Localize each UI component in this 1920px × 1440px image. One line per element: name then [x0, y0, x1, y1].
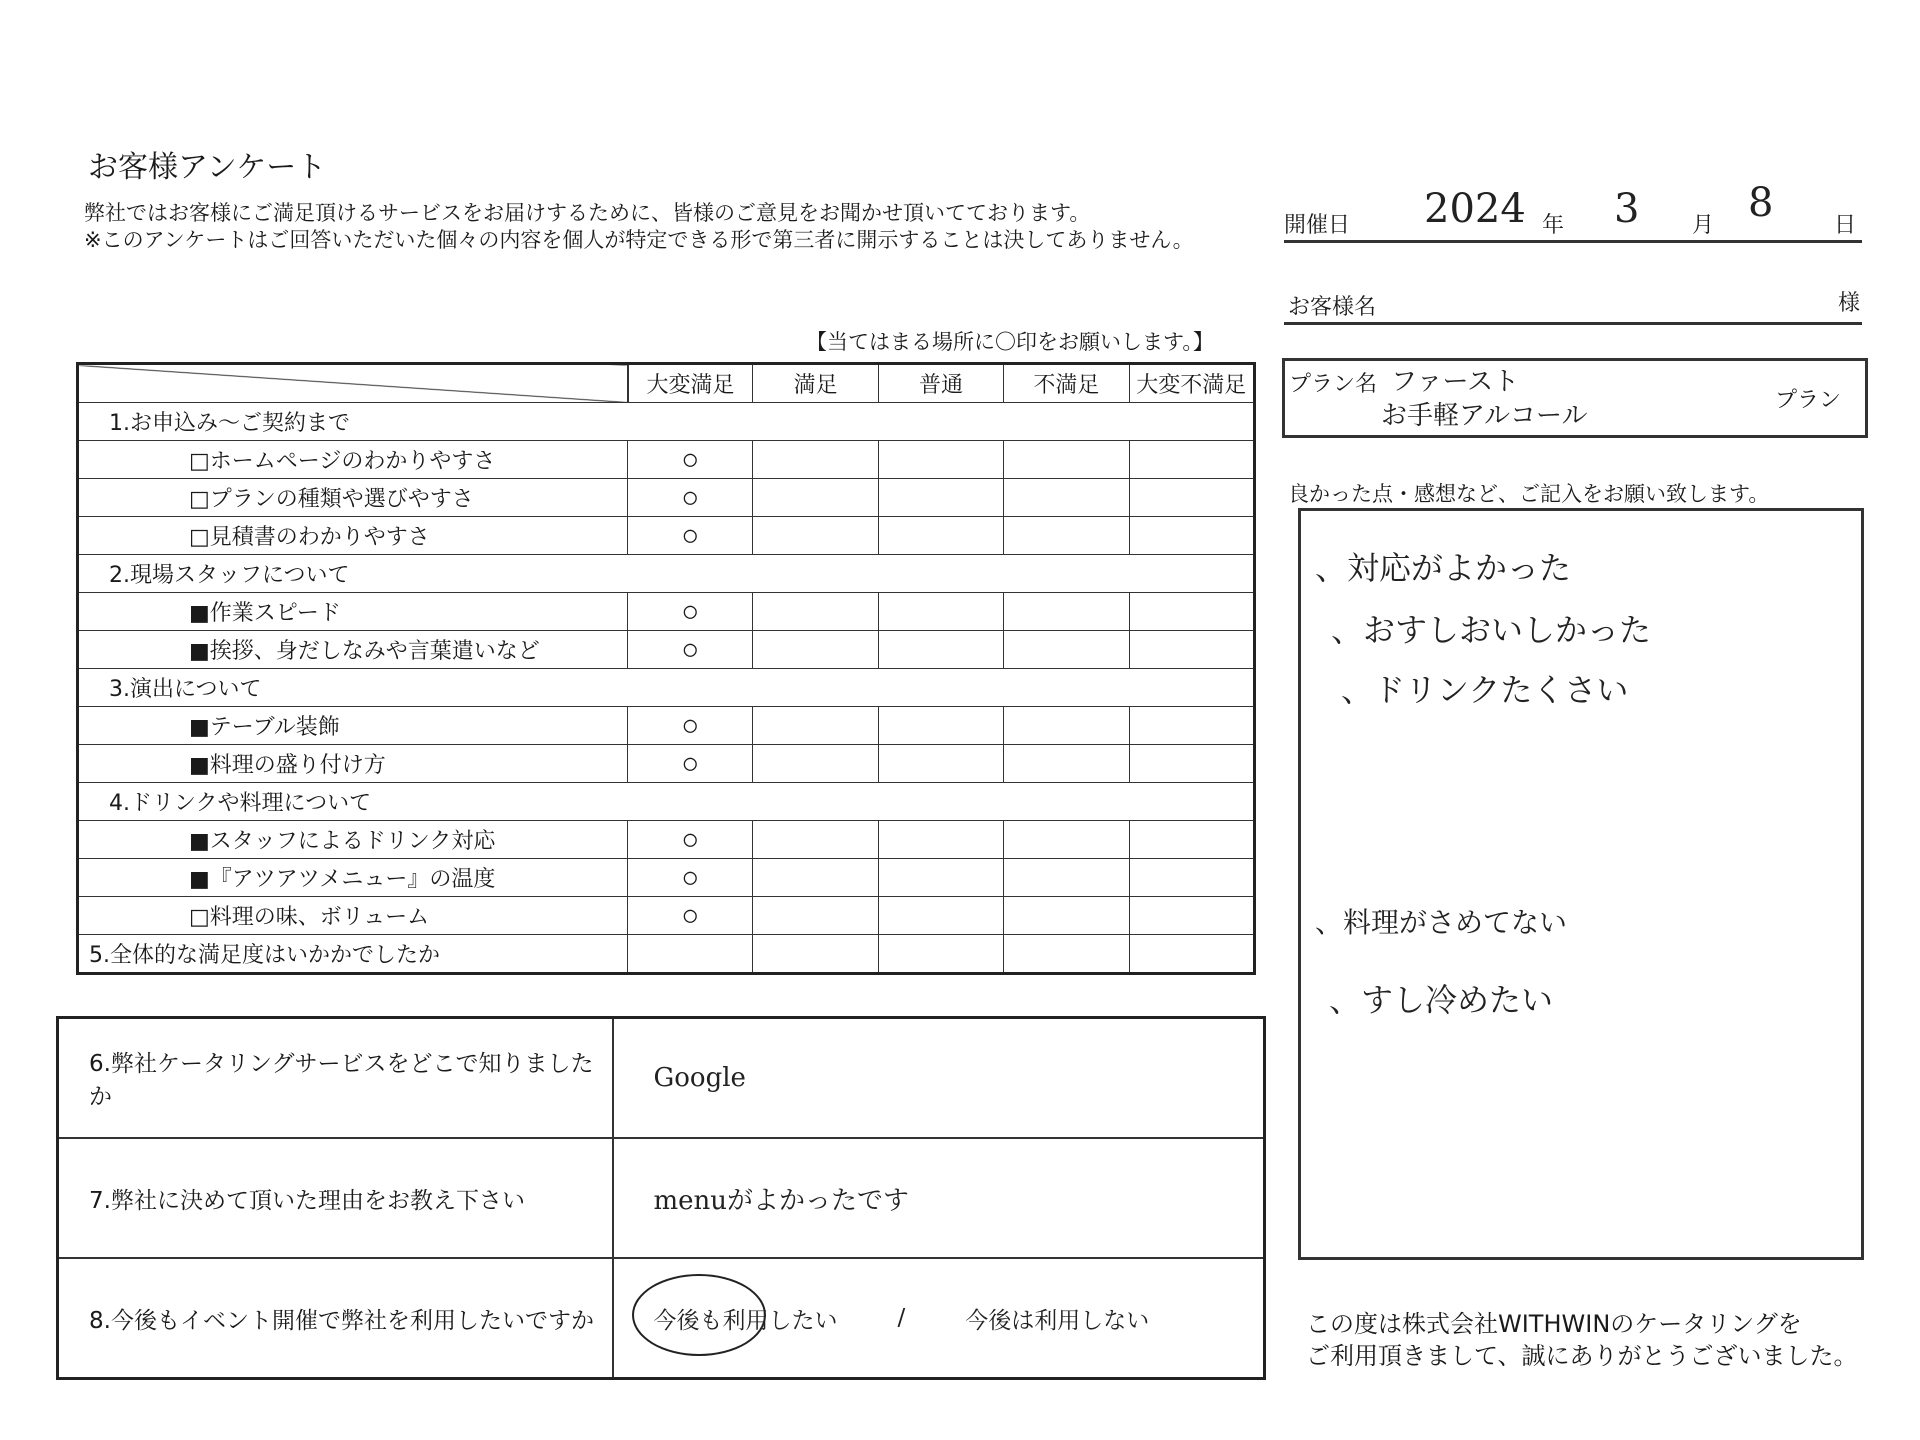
question-6-answer[interactable]: Google — [613, 1018, 1265, 1139]
header-neutral: 普通 — [878, 364, 1003, 403]
row-label: 5.全体的な満足度はいかかでしたか — [78, 935, 628, 974]
rating-table — [76, 362, 1256, 975]
rating-cell[interactable] — [1004, 821, 1129, 859]
rating-row — [78, 821, 1255, 859]
intro-line-1: 弊社ではお客様にご満足頂けるサービスをお届けするために、皆様のご意見をお聞かせ頂いてております。 — [84, 201, 1091, 225]
row-label: □ホームページのわかりやすさ — [78, 441, 628, 479]
comment-item: 、おすしおいしかった — [1331, 611, 1652, 649]
option-no-use[interactable]: 今後は利用しない — [965, 1307, 1150, 1334]
row-label: □プランの種類や選びやすさ — [78, 479, 628, 517]
rating-cell[interactable] — [753, 745, 878, 783]
rating-cell[interactable] — [1004, 707, 1129, 745]
customer-name-label: お客様名 — [1288, 295, 1377, 320]
rating-cell[interactable] — [878, 479, 1003, 517]
rating-cell[interactable] — [753, 897, 878, 935]
rating-header-row — [78, 364, 1255, 403]
rating-row — [78, 745, 1255, 783]
section-row — [78, 555, 1255, 593]
row-label: ■料理の盛り付け方 — [78, 745, 628, 783]
header-very-dissatisfied: 大変不満足 — [1129, 364, 1254, 403]
date-label: 開催日 — [1284, 213, 1351, 238]
rating-cell[interactable] — [1004, 441, 1129, 479]
section-label: 3.演出について — [78, 669, 1255, 707]
section-row — [78, 669, 1255, 707]
instruction-text: 【当てはまる場所に〇印をお願いします。】 — [806, 330, 1214, 354]
rating-cell[interactable]: ○ — [628, 593, 753, 631]
customer-name-field[interactable] — [1284, 284, 1862, 325]
question-row-7 — [58, 1138, 1265, 1258]
rating-cell[interactable] — [628, 935, 753, 974]
rating-row — [78, 897, 1255, 935]
rating-cell[interactable]: ○ — [628, 441, 753, 479]
date-day: 8 — [1748, 180, 1774, 226]
question-row-8 — [58, 1258, 1265, 1379]
comments-label: 良かった点・感想など、ご記入をお願い致します。 — [1288, 482, 1770, 506]
comment-item: 、ドリンクたくさい — [1341, 671, 1629, 709]
option-separator: / — [897, 1305, 906, 1331]
question-7-answer[interactable]: menuがよかったです — [613, 1138, 1265, 1258]
date-year: 2024 — [1424, 186, 1526, 232]
rating-cell[interactable] — [1129, 859, 1254, 897]
rating-cell[interactable]: ○ — [628, 517, 753, 555]
rating-cell[interactable] — [1004, 517, 1129, 555]
row-label: ■作業スピード — [78, 593, 628, 631]
rating-cell[interactable]: ○ — [628, 745, 753, 783]
thanks-line-2: ご利用頂きまして、誠にありがとうございました。 — [1306, 1342, 1858, 1370]
rating-cell[interactable] — [753, 479, 878, 517]
question-8-choices — [654, 1302, 1264, 1335]
rating-cell[interactable] — [878, 593, 1003, 631]
question-8-label: 8.今後もイベント開催で弊社を利用したいですか — [58, 1258, 613, 1379]
intro-text — [84, 200, 1244, 254]
thanks-message — [1306, 1308, 1906, 1372]
rating-row — [78, 441, 1255, 479]
customer-name-suffix: 様 — [1837, 291, 1860, 316]
rating-cell[interactable] — [753, 441, 878, 479]
page-title: お客様アンケート — [88, 150, 327, 185]
rating-cell[interactable]: ○ — [628, 631, 753, 669]
rating-cell[interactable] — [878, 859, 1003, 897]
rating-cell[interactable]: ○ — [628, 859, 753, 897]
thanks-line-1: この度は株式会社WITHWINのケータリングを — [1306, 1310, 1802, 1338]
rating-row — [78, 517, 1255, 555]
rating-cell[interactable] — [1004, 897, 1129, 935]
rating-cell[interactable]: ○ — [628, 707, 753, 745]
rating-cell[interactable] — [878, 631, 1003, 669]
rating-cell[interactable] — [1129, 821, 1254, 859]
rating-cell[interactable] — [878, 821, 1003, 859]
rating-cell[interactable] — [753, 707, 878, 745]
row-label: ■『アツアツメニュー』の温度 — [78, 859, 628, 897]
plan-name-field[interactable] — [1282, 358, 1868, 438]
date-month-unit: 月 — [1692, 213, 1715, 238]
rating-cell[interactable] — [1129, 707, 1254, 745]
comment-item: 、すし冷めたい — [1329, 981, 1554, 1019]
rating-cell[interactable] — [1129, 935, 1254, 974]
section-row — [78, 403, 1255, 441]
rating-cell[interactable] — [1129, 745, 1254, 783]
rating-cell[interactable] — [1129, 517, 1254, 555]
question-6-label: 6.弊社ケータリングサービスをどこで知りましたか — [58, 1018, 613, 1139]
row-label: ■スタッフによるドリンク対応 — [78, 821, 628, 859]
plan-label: プラン名 — [1289, 372, 1378, 397]
plan-value-line-1: ファースト — [1391, 367, 1520, 397]
rating-cell[interactable] — [753, 821, 878, 859]
plan-value-line-2: お手軽アルコール — [1381, 401, 1588, 431]
comment-item: 、対応がよかった — [1315, 549, 1572, 587]
date-field[interactable] — [1284, 180, 1862, 243]
section-label: 2.現場スタッフについて — [78, 555, 1255, 593]
rating-cell[interactable] — [1129, 593, 1254, 631]
rating-cell[interactable]: ○ — [628, 897, 753, 935]
row-label: ■テーブル装飾 — [78, 707, 628, 745]
rating-cell[interactable] — [1004, 859, 1129, 897]
question-table — [56, 1016, 1266, 1380]
rating-cell[interactable] — [1004, 593, 1129, 631]
rating-cell[interactable] — [753, 935, 878, 974]
plan-suffix: プラン — [1775, 388, 1842, 413]
rating-cell[interactable] — [878, 517, 1003, 555]
rating-cell[interactable] — [753, 859, 878, 897]
rating-cell[interactable] — [1004, 479, 1129, 517]
rating-cell[interactable]: ○ — [628, 821, 753, 859]
row-label: ■挨拶、身だしなみや言葉遣いなど — [78, 631, 628, 669]
rating-cell[interactable] — [1004, 935, 1129, 974]
rating-cell[interactable] — [1004, 745, 1129, 783]
date-year-unit: 年 — [1542, 213, 1565, 238]
rating-cell[interactable] — [1129, 441, 1254, 479]
rating-row — [78, 593, 1255, 631]
header-dissatisfied: 不満足 — [1004, 364, 1129, 403]
date-month: 3 — [1614, 186, 1640, 232]
date-day-unit: 日 — [1834, 213, 1857, 238]
intro-line-2: ※このアンケートはご回答いただいた個々の内容を個人が特定できる形で第三者に開示することは決してありません。 — [84, 228, 1194, 252]
question-row-6 — [58, 1018, 1265, 1139]
section-row — [78, 783, 1255, 821]
table-corner — [78, 364, 628, 403]
rating-cell[interactable] — [753, 517, 878, 555]
rating-row — [78, 631, 1255, 669]
header-satisfied: 満足 — [753, 364, 878, 403]
overall-row — [78, 935, 1255, 974]
comments-box[interactable] — [1298, 508, 1864, 1260]
question-7-label: 7.弊社に決めて頂いた理由をお教え下さい — [58, 1138, 613, 1258]
rating-cell[interactable]: ○ — [628, 479, 753, 517]
rating-cell[interactable] — [1129, 631, 1254, 669]
rating-cell[interactable] — [1004, 631, 1129, 669]
question-8-answer — [613, 1258, 1265, 1379]
row-label: □料理の味、ボリューム — [78, 897, 628, 935]
comment-item: 、料理がさめてない — [1315, 906, 1568, 939]
rating-cell[interactable] — [1129, 479, 1254, 517]
rating-cell[interactable] — [878, 935, 1003, 974]
rating-cell[interactable] — [878, 707, 1003, 745]
rating-cell[interactable] — [753, 631, 878, 669]
rating-row — [78, 859, 1255, 897]
rating-cell[interactable] — [878, 745, 1003, 783]
rating-cell[interactable] — [753, 593, 878, 631]
rating-cell[interactable] — [878, 897, 1003, 935]
header-very-satisfied: 大変満足 — [628, 364, 753, 403]
rating-cell[interactable] — [1129, 897, 1254, 935]
rating-cell[interactable] — [878, 441, 1003, 479]
rating-row — [78, 707, 1255, 745]
option-continue-use[interactable]: 今後も利用したい — [654, 1302, 838, 1335]
section-label: 1.お申込み～ご契約まで — [78, 403, 1255, 441]
rating-row — [78, 479, 1255, 517]
section-label: 4.ドリンクや料理について — [78, 783, 1255, 821]
row-label: □見積書のわかりやすさ — [78, 517, 628, 555]
